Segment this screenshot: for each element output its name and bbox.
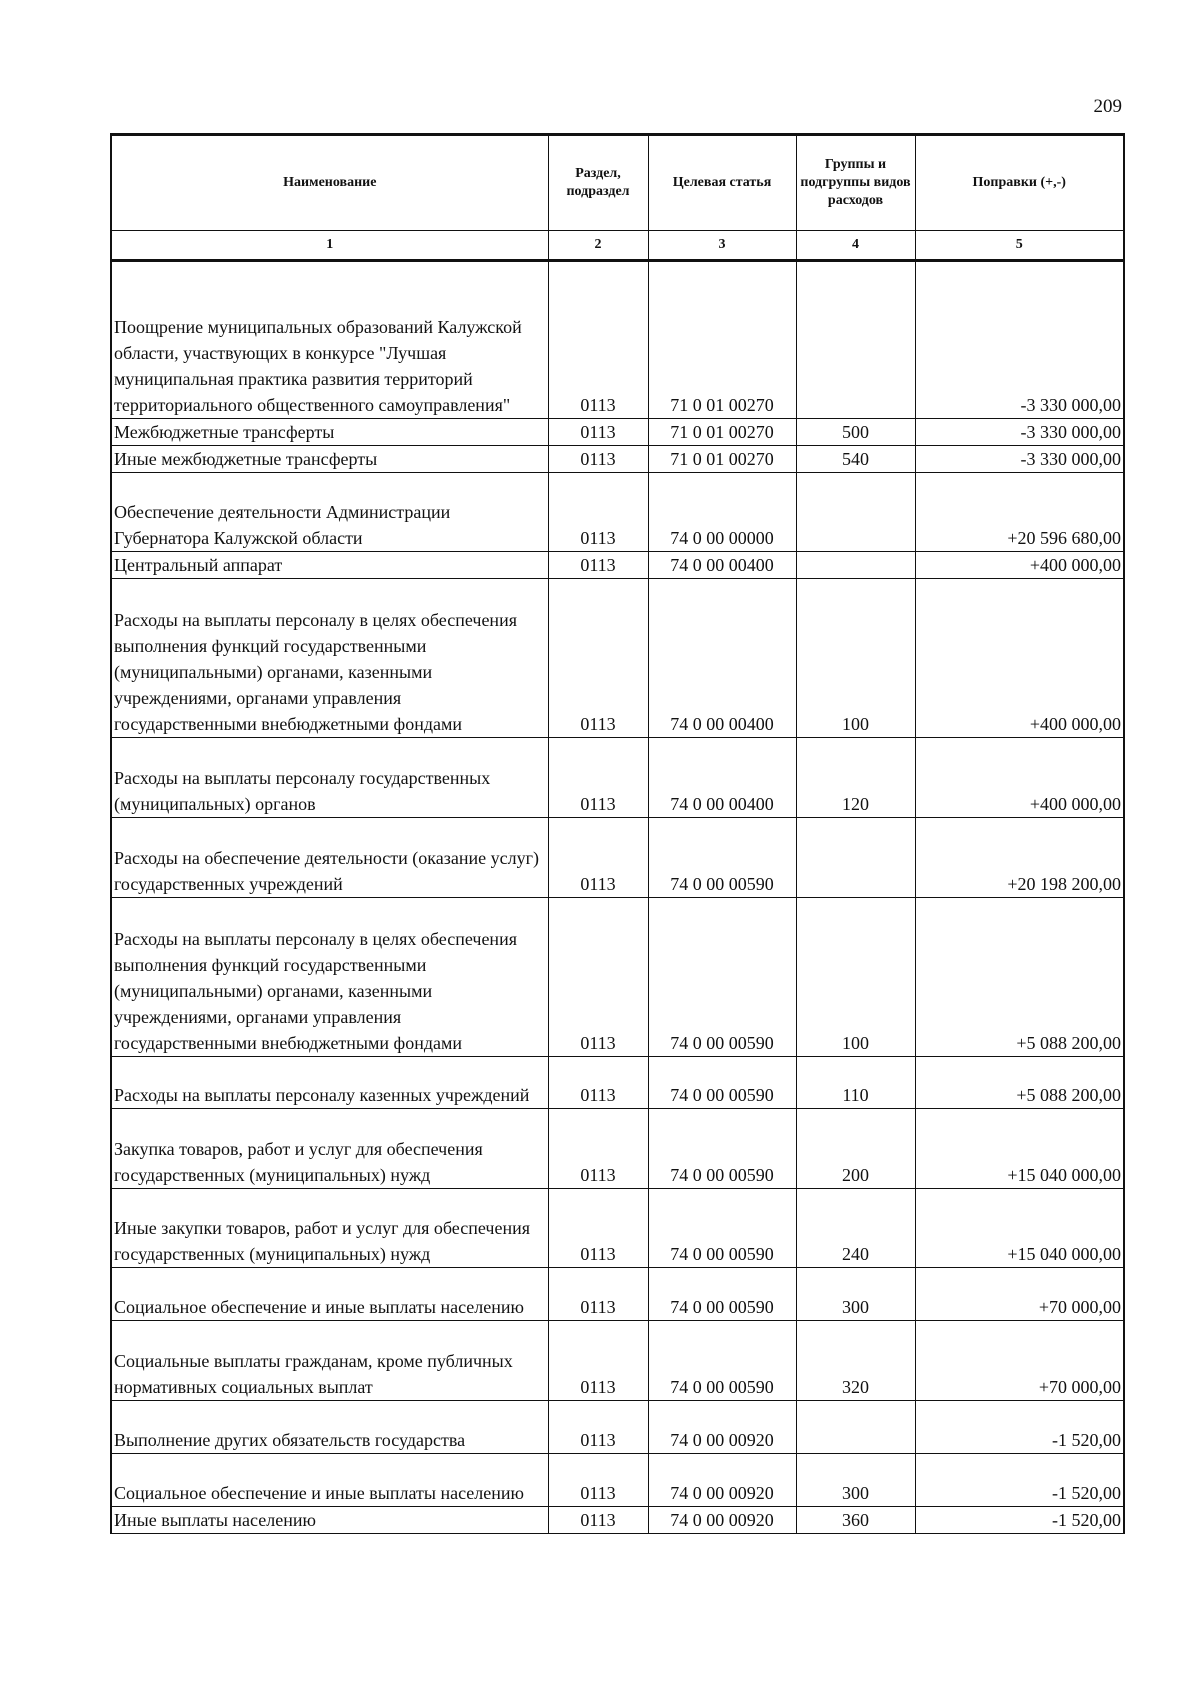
- row-section: 0113: [548, 1057, 648, 1109]
- table-row: [111, 579, 1124, 738]
- row-name: Расходы на обеспечение деятельности (оказание услуг) государственных учреждений: [111, 818, 548, 898]
- table-row: [111, 552, 1124, 579]
- row-group: 240: [796, 1189, 915, 1268]
- row-amount: +70 000,00: [915, 1321, 1124, 1401]
- row-section: 0113: [548, 1109, 648, 1189]
- row-article: 74 0 00 00590: [648, 1189, 796, 1268]
- row-amount: -3 330 000,00: [915, 261, 1124, 419]
- row-article: 74 0 00 00400: [648, 579, 796, 738]
- row-article: 74 0 00 00920: [648, 1401, 796, 1454]
- row-name: Социальные выплаты гражданам, кроме публичных нормативных социальных выплат: [111, 1321, 548, 1401]
- header-amount: Поправки (+,-): [915, 135, 1124, 231]
- row-amount: +15 040 000,00: [915, 1109, 1124, 1189]
- table-row: [111, 818, 1124, 898]
- row-article: 74 0 00 00590: [648, 1268, 796, 1321]
- header-row: [111, 135, 1124, 231]
- row-section: 0113: [548, 1401, 648, 1454]
- table-row: [111, 738, 1124, 818]
- row-group: 120: [796, 738, 915, 818]
- page-number: 209: [1093, 96, 1122, 117]
- row-name: Межбюджетные трансферты: [111, 419, 548, 446]
- column-number: 1: [111, 231, 548, 261]
- row-article: 74 0 00 00590: [648, 1109, 796, 1189]
- row-group: 500: [796, 419, 915, 446]
- row-amount: +400 000,00: [915, 579, 1124, 738]
- row-group: 540: [796, 446, 915, 473]
- table-row: [111, 1268, 1124, 1321]
- row-section: 0113: [548, 261, 648, 419]
- row-group: [796, 261, 915, 419]
- row-article: 74 0 00 00000: [648, 473, 796, 552]
- row-name: Расходы на выплаты персоналу государственных (муниципальных) органов: [111, 738, 548, 818]
- row-article: 74 0 00 00920: [648, 1507, 796, 1534]
- row-article: 74 0 00 00400: [648, 738, 796, 818]
- table-row: [111, 1189, 1124, 1268]
- table-row: [111, 1057, 1124, 1109]
- row-article: 71 0 01 00270: [648, 446, 796, 473]
- row-section: 0113: [548, 1268, 648, 1321]
- table-row: [111, 898, 1124, 1057]
- row-amount: +5 088 200,00: [915, 898, 1124, 1057]
- header-group: Группы и подгруппы видов расходов: [796, 135, 915, 231]
- row-group: 100: [796, 898, 915, 1057]
- row-group: 100: [796, 579, 915, 738]
- header-section: Раздел, подраздел: [548, 135, 648, 231]
- row-section: 0113: [548, 552, 648, 579]
- row-name: Поощрение муниципальных образований Калужской области, участвующих в конкурсе "Лучшая муниципальная практика развития территорий территориального общественного самоуправления": [111, 261, 548, 419]
- header-name: Наименование: [111, 135, 548, 231]
- row-article: 74 0 00 00590: [648, 898, 796, 1057]
- row-name: Центральный аппарат: [111, 552, 548, 579]
- row-section: 0113: [548, 898, 648, 1057]
- row-name: Иные межбюджетные трансферты: [111, 446, 548, 473]
- row-article: 71 0 01 00270: [648, 419, 796, 446]
- row-group: 320: [796, 1321, 915, 1401]
- row-name: Иные закупки товаров, работ и услуг для обеспечения государственных (муниципальных) нужд: [111, 1189, 548, 1268]
- budget-amendments-table: [110, 133, 1125, 1534]
- row-amount: +20 198 200,00: [915, 818, 1124, 898]
- table-row: [111, 419, 1124, 446]
- row-name: Иные выплаты населению: [111, 1507, 548, 1534]
- table-row: [111, 1454, 1124, 1507]
- row-section: 0113: [548, 738, 648, 818]
- row-section: 0113: [548, 419, 648, 446]
- row-amount: -1 520,00: [915, 1454, 1124, 1507]
- row-amount: +5 088 200,00: [915, 1057, 1124, 1109]
- row-group: 360: [796, 1507, 915, 1534]
- row-article: 74 0 00 00590: [648, 1057, 796, 1109]
- row-amount: -3 330 000,00: [915, 446, 1124, 473]
- row-group: [796, 818, 915, 898]
- row-name: Расходы на выплаты персоналу казенных учреждений: [111, 1057, 548, 1109]
- row-section: 0113: [548, 818, 648, 898]
- row-amount: +15 040 000,00: [915, 1189, 1124, 1268]
- row-section: 0113: [548, 1507, 648, 1534]
- row-group: 300: [796, 1454, 915, 1507]
- row-name: Расходы на выплаты персоналу в целях обеспечения выполнения функций государственными (муниципальными) органами, казенными учреждениями, органами управления государственными внебюджетными фондами: [111, 579, 548, 738]
- row-article: 74 0 00 00400: [648, 552, 796, 579]
- row-amount: +20 596 680,00: [915, 473, 1124, 552]
- row-amount: +70 000,00: [915, 1268, 1124, 1321]
- row-amount: -1 520,00: [915, 1507, 1124, 1534]
- table-row: [111, 261, 1124, 419]
- row-amount: +400 000,00: [915, 552, 1124, 579]
- table-row: [111, 1321, 1124, 1401]
- table-row: [111, 1401, 1124, 1454]
- row-group: [796, 473, 915, 552]
- row-group: 300: [796, 1268, 915, 1321]
- column-number: 4: [796, 231, 915, 261]
- row-article: 74 0 00 00920: [648, 1454, 796, 1507]
- row-group: [796, 1401, 915, 1454]
- row-section: 0113: [548, 473, 648, 552]
- row-name: Выполнение других обязательств государства: [111, 1401, 548, 1454]
- table-row: [111, 1507, 1124, 1534]
- table-row: [111, 1109, 1124, 1189]
- header-article: Целевая статья: [648, 135, 796, 231]
- row-name: Социальное обеспечение и иные выплаты населению: [111, 1454, 548, 1507]
- row-group: 200: [796, 1109, 915, 1189]
- row-group: 110: [796, 1057, 915, 1109]
- row-name: Расходы на выплаты персоналу в целях обеспечения выполнения функций государственными (муниципальными) органами, казенными учреждениями, органами управления государственными внебюджетными фондами: [111, 898, 548, 1057]
- row-article: 74 0 00 00590: [648, 1321, 796, 1401]
- column-number: 3: [648, 231, 796, 261]
- table-row: [111, 473, 1124, 552]
- column-number: 5: [915, 231, 1124, 261]
- row-section: 0113: [548, 446, 648, 473]
- row-section: 0113: [548, 1189, 648, 1268]
- column-number-row: [111, 231, 1124, 261]
- row-article: 71 0 01 00270: [648, 261, 796, 419]
- row-amount: -1 520,00: [915, 1401, 1124, 1454]
- row-section: 0113: [548, 1321, 648, 1401]
- row-amount: -3 330 000,00: [915, 419, 1124, 446]
- column-number: 2: [548, 231, 648, 261]
- row-amount: +400 000,00: [915, 738, 1124, 818]
- row-name: Обеспечение деятельности Администрации Губернатора Калужской области: [111, 473, 548, 552]
- row-section: 0113: [548, 1454, 648, 1507]
- row-group: [796, 552, 915, 579]
- row-name: Закупка товаров, работ и услуг для обеспечения государственных (муниципальных) нужд: [111, 1109, 548, 1189]
- row-name: Социальное обеспечение и иные выплаты населению: [111, 1268, 548, 1321]
- row-section: 0113: [548, 579, 648, 738]
- table-row: [111, 446, 1124, 473]
- row-article: 74 0 00 00590: [648, 818, 796, 898]
